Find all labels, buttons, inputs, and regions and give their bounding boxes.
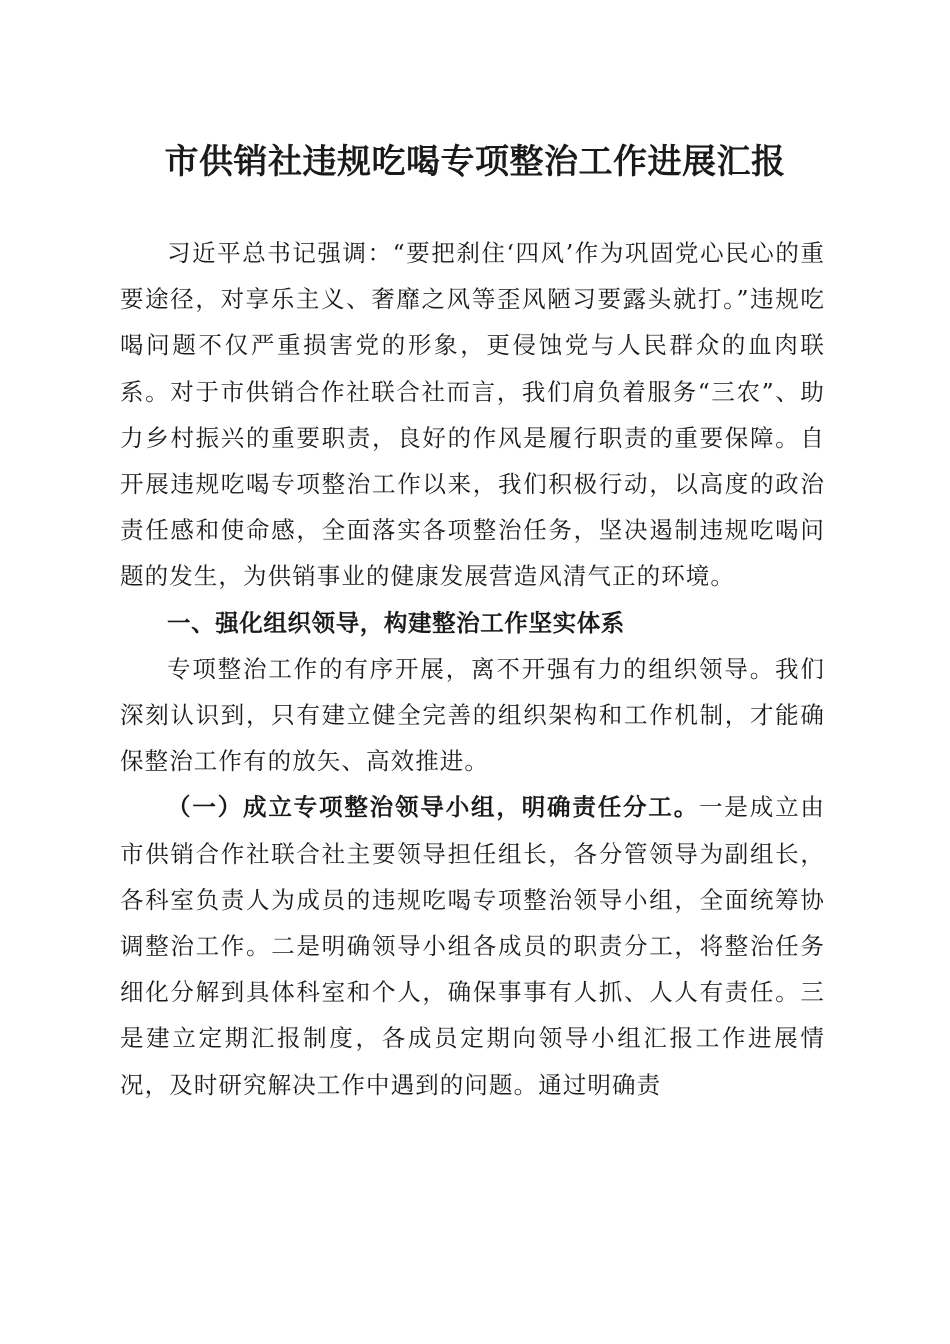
subsection-1-paragraph — [120, 784, 825, 1107]
section-heading-1: 一、强化组织领导，构建整治工作坚实体系 — [167, 608, 625, 637]
section-1-paragraph: 专项整治工作的有序开展，离不开强有力的组织领导。我们深刻认识到，只有建立健全完善的组织架构和工作机制，才能确保整治工作有的放矢、高效推进。 — [120, 654, 825, 776]
document-title: 市供销社违规吃喝专项整治工作进展汇报 — [164, 142, 786, 182]
subsection-1-text: 一是成立由市供销合作社联合社主要领导担任组长，各分管领导为副组长，各科室负责人为成员的违规吃喝专项整治领导小组，全面统筹协调整治工作。二是明确领导小组各成员的职责分工，将整治任务细化分解到具体科室和个人，确保事事有人抓、人人有责任。三是建立定期汇报制度，各成员定期向领导小组汇报工作进展情况，及时研究解决工作中遇到的问题。通过明确责 — [120, 793, 826, 1099]
subsection-heading-1: （一）成立专项整治领导小组，明确责任分工。 — [167, 793, 700, 822]
document-body — [120, 230, 825, 1108]
intro-paragraph: 习近平总书记强调：“要把刹住‘四风’作为巩固党心民心的重要途径，对享乐主义、奢靡之风等歪风陋习要露头就打。”违规吃喝问题不仅严重损害党的形象，更侵蚀党与人民群众的血肉联系。对于市供销合作社联合社而言，我们肩负着服务“三农”、助力乡村振兴的重要职责，良好的作风是履行职责的重要保障。自开展违规吃喝专项整治工作以来，我们积极行动，以高度的政治责任感和使命感，全面落实各项整治任务，坚决遏制违规吃喝问题的发生，为供销事业的健康发展营造风清气正的环境。 — [120, 239, 825, 591]
